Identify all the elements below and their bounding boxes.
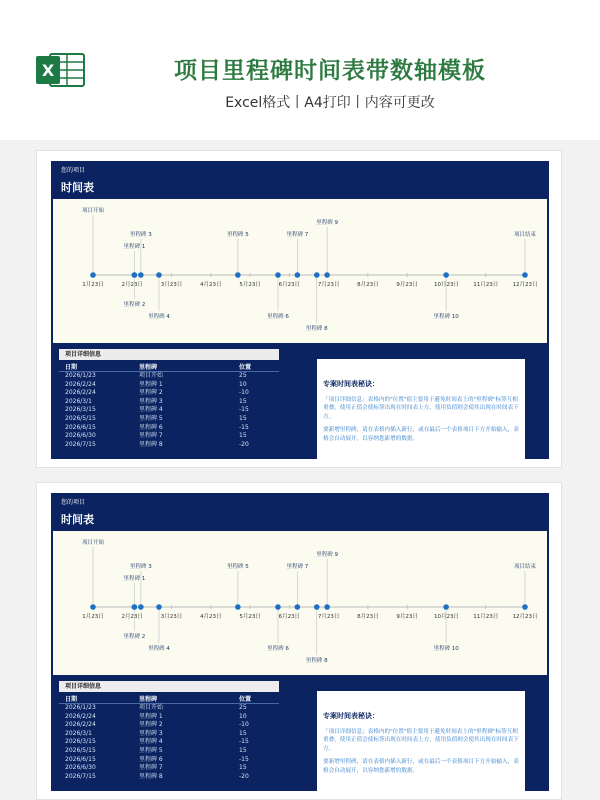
milestone-label: 里程碑 9 — [316, 220, 338, 226]
milestone-label: 项目开始 — [81, 208, 105, 214]
timeline-chart — [53, 199, 547, 343]
milestone-label: 里程碑 4 — [148, 646, 170, 652]
cell-date: 2026/6/30 — [65, 764, 96, 772]
milestone-point — [522, 272, 528, 278]
axis-tick-label: 8月23日 — [357, 614, 379, 620]
cell-position: 25 — [239, 704, 247, 711]
milestone-point — [156, 604, 162, 610]
sheet-small-label: 您的项目 — [61, 167, 86, 174]
axis-tick-label: 11月23日 — [473, 282, 499, 288]
sheet-preview — [51, 493, 549, 791]
table-row — [59, 721, 279, 730]
milestone-point — [275, 604, 281, 610]
axis-tick-label: 7月23日 — [317, 614, 340, 620]
cell-date: 2026/1/23 — [65, 704, 96, 711]
cell-position: 15 — [239, 764, 247, 772]
column-header-milestone: 里程碑 — [139, 362, 239, 372]
axis-tick-label: 12月23日 — [512, 614, 538, 620]
column-header-date: 日期 — [59, 694, 139, 704]
milestone-point — [314, 604, 320, 610]
axis-tick-label: 2月23日 — [121, 614, 144, 620]
milestone-point — [324, 604, 330, 610]
cell-milestone: 里程碑 5 — [139, 414, 163, 422]
axis-tick-label: 3月23日 — [160, 614, 183, 620]
cell-date: 2026/2/24 — [65, 389, 96, 397]
milestone-point — [132, 272, 138, 278]
cell-date: 2026/3/15 — [65, 738, 96, 746]
column-header-date: 日期 — [59, 362, 139, 372]
table-row — [59, 372, 279, 381]
cell-position: -20 — [239, 440, 249, 448]
sheet-small-label: 您的项目 — [61, 499, 86, 506]
milestone-label: 里程碑 8 — [305, 326, 328, 332]
axis-tick-label: 8月23日 — [357, 282, 379, 288]
table-row — [59, 713, 279, 722]
cell-position: -15 — [239, 423, 249, 431]
cell-position: -10 — [239, 389, 249, 397]
axis-tick-label: 1月23日 — [82, 614, 104, 620]
tips-paragraph-1: 「项目详细信息」表格内的"位置"值主要用于避免时间表上的"里程碑"标签互相重叠。使用正值会使标签出现在时间表上方，使用负值则会使其出现在时间表下方。 — [323, 729, 519, 752]
milestone-point — [132, 604, 138, 610]
cell-position: 10 — [239, 712, 247, 720]
milestone-point — [295, 604, 301, 610]
table-row — [59, 730, 279, 739]
cell-milestone: 里程碑 8 — [139, 772, 163, 780]
sheet-title: 时间表 — [61, 181, 94, 194]
preview-panel-2 — [36, 482, 562, 800]
axis-tick-label: 10月23日 — [433, 614, 459, 620]
detail-table-header: 项目详细信息 — [59, 681, 279, 692]
cell-position: -15 — [239, 755, 249, 763]
milestone-label: 里程碑 7 — [286, 232, 309, 238]
cell-milestone: 里程碑 2 — [139, 721, 163, 729]
axis-tick-label: 9月23日 — [396, 614, 418, 620]
timeline-svg — [53, 531, 547, 675]
page-title: 项目里程碑时间表带数轴模板 — [174, 58, 486, 84]
preview-panel-1 — [36, 150, 562, 468]
milestone-point — [522, 604, 528, 610]
milestone-label: 里程碑 1 — [123, 576, 146, 582]
tips-title: 专案时间表秘诀： — [323, 712, 379, 720]
axis-tick-label: 2月23日 — [121, 282, 144, 288]
logo-letter: X — [41, 61, 55, 80]
excel-logo-icon — [36, 52, 86, 88]
milestone-point — [235, 604, 241, 610]
cell-milestone: 里程碑 6 — [139, 423, 163, 431]
cell-date: 2026/7/15 — [65, 772, 96, 780]
cell-milestone: 里程碑 2 — [139, 389, 163, 397]
cell-milestone: 里程碑 7 — [139, 432, 163, 440]
cell-position: 15 — [239, 414, 247, 422]
milestone-point — [138, 604, 144, 610]
axis-tick-label: 4月23日 — [200, 614, 222, 620]
tips-box — [317, 691, 525, 791]
tips-paragraph-2: 要新增里程碑，请在表格内插入新行，或在最后一个表格项目下方开始输入，表格会自动展开，以容纳您新增的数据。 — [323, 427, 519, 442]
cell-date: 2026/6/15 — [65, 755, 96, 763]
axis-tick-label: 11月23日 — [473, 614, 499, 620]
cell-date: 2026/6/15 — [65, 423, 96, 431]
cell-position: -15 — [239, 406, 249, 414]
milestone-label: 里程碑 3 — [129, 232, 152, 238]
table-row — [59, 398, 279, 407]
table-row — [59, 738, 279, 747]
axis-tick-label: 10月23日 — [433, 282, 459, 288]
axis-tick-label: 6月23日 — [278, 614, 301, 620]
detail-table — [59, 694, 279, 781]
milestone-label: 里程碑 5 — [226, 564, 249, 570]
cell-milestone: 里程碑 7 — [139, 764, 163, 772]
column-header-position: 位置 — [239, 694, 279, 704]
column-header-milestone: 里程碑 — [139, 694, 239, 704]
milestone-label: 项目结束 — [513, 232, 537, 238]
axis-tick-label: 5月23日 — [239, 282, 261, 288]
tips-title: 专案时间表秘诀： — [323, 380, 379, 388]
milestone-label: 里程碑 3 — [129, 564, 152, 570]
milestone-label: 里程碑 10 — [433, 314, 459, 320]
milestone-point — [324, 272, 330, 278]
page-subtitle: Excel格式丨A4打印丨内容可更改 — [225, 95, 435, 111]
milestone-label: 项目开始 — [81, 540, 105, 546]
cell-milestone: 里程碑 3 — [139, 397, 163, 405]
cell-date: 2026/5/15 — [65, 746, 96, 754]
cell-date: 2026/5/15 — [65, 414, 96, 422]
milestone-point — [443, 604, 449, 610]
cell-position: 15 — [239, 397, 247, 405]
milestone-label: 里程碑 7 — [286, 564, 309, 570]
cell-milestone: 里程碑 1 — [139, 380, 163, 388]
cell-milestone: 项目开始 — [139, 704, 164, 711]
milestone-label: 里程碑 5 — [226, 232, 249, 238]
cell-date: 2026/3/1 — [65, 729, 92, 737]
cell-date: 2026/3/15 — [65, 406, 96, 414]
cell-position: 15 — [239, 432, 247, 440]
cell-date: 2026/2/24 — [65, 721, 96, 729]
axis-tick-label: 4月23日 — [200, 282, 222, 288]
table-row — [59, 704, 279, 713]
milestone-label: 里程碑 1 — [123, 244, 146, 250]
table-row — [59, 389, 279, 398]
cell-milestone: 里程碑 4 — [139, 406, 163, 414]
milestone-label: 里程碑 6 — [267, 646, 289, 652]
timeline-svg — [53, 199, 547, 343]
axis-tick-label: 7月23日 — [317, 282, 340, 288]
milestone-point — [275, 272, 281, 278]
cell-milestone: 里程碑 5 — [139, 746, 163, 754]
cell-position: 15 — [239, 746, 247, 754]
tips-paragraph-2: 要新增里程碑，请在表格内插入新行，或在最后一个表格项目下方开始输入，表格会自动展开，以容纳您新增的数据。 — [323, 759, 519, 774]
table-row — [59, 415, 279, 424]
axis-tick-label: 9月23日 — [396, 282, 418, 288]
cell-date: 2026/6/30 — [65, 432, 96, 440]
table-row — [59, 406, 279, 415]
milestone-point — [90, 272, 96, 278]
cell-position: 15 — [239, 729, 247, 737]
table-row — [59, 747, 279, 756]
cell-milestone: 里程碑 4 — [139, 738, 163, 746]
milestone-point — [443, 272, 449, 278]
axis-tick-label: 3月23日 — [160, 282, 183, 288]
cell-position: -10 — [239, 721, 249, 729]
milestone-point — [90, 604, 96, 610]
milestone-label: 项目结束 — [513, 564, 537, 570]
axis-tick-label: 6月23日 — [278, 282, 301, 288]
cell-milestone: 里程碑 3 — [139, 729, 163, 737]
table-row — [59, 424, 279, 433]
detail-table-header: 项目详细信息 — [59, 349, 279, 360]
tips-paragraph-1: 「项目详细信息」表格内的"位置"值主要用于避免时间表上的"里程碑"标签互相重叠。使用正值会使标签出现在时间表上方，使用负值则会使其出现在时间表下方。 — [323, 397, 519, 420]
tips-box — [317, 359, 525, 459]
cell-position: 10 — [239, 380, 247, 388]
cell-date: 2026/3/1 — [65, 397, 92, 405]
header-banner — [0, 0, 600, 140]
table-row — [59, 432, 279, 441]
cell-date: 2026/2/24 — [65, 712, 96, 720]
cell-position: 25 — [239, 372, 247, 379]
timeline-chart — [53, 531, 547, 675]
milestone-point — [314, 272, 320, 278]
axis-tick-label: 1月23日 — [82, 282, 104, 288]
cell-position: -15 — [239, 738, 249, 746]
cell-milestone: 里程碑 6 — [139, 755, 163, 763]
axis-tick-label: 5月23日 — [239, 614, 261, 620]
table-row — [59, 773, 279, 782]
milestone-label: 里程碑 9 — [316, 552, 338, 558]
axis-tick-label: 12月23日 — [512, 282, 538, 288]
table-row — [59, 381, 279, 390]
milestone-point — [235, 272, 241, 278]
cell-milestone: 里程碑 8 — [139, 440, 163, 448]
cell-date: 2026/1/23 — [65, 372, 96, 379]
cell-date: 2026/2/24 — [65, 380, 96, 388]
milestone-point — [295, 272, 301, 278]
milestone-point — [138, 272, 144, 278]
milestone-label: 里程碑 2 — [123, 634, 146, 640]
column-header-position: 位置 — [239, 362, 279, 372]
table-row — [59, 756, 279, 765]
milestone-label: 里程碑 2 — [123, 302, 146, 308]
sheet-title: 时间表 — [61, 513, 94, 526]
table-row — [59, 764, 279, 773]
milestone-label: 里程碑 8 — [305, 658, 328, 664]
detail-table — [59, 362, 279, 449]
cell-milestone: 项目开始 — [139, 372, 164, 379]
cell-date: 2026/7/15 — [65, 440, 96, 448]
milestone-point — [156, 272, 162, 278]
cell-milestone: 里程碑 1 — [139, 712, 163, 720]
milestone-label: 里程碑 10 — [433, 646, 459, 652]
cell-position: -20 — [239, 772, 249, 780]
milestone-label: 里程碑 6 — [267, 314, 289, 320]
milestone-label: 里程碑 4 — [148, 314, 170, 320]
table-row — [59, 441, 279, 450]
sheet-preview — [51, 161, 549, 459]
